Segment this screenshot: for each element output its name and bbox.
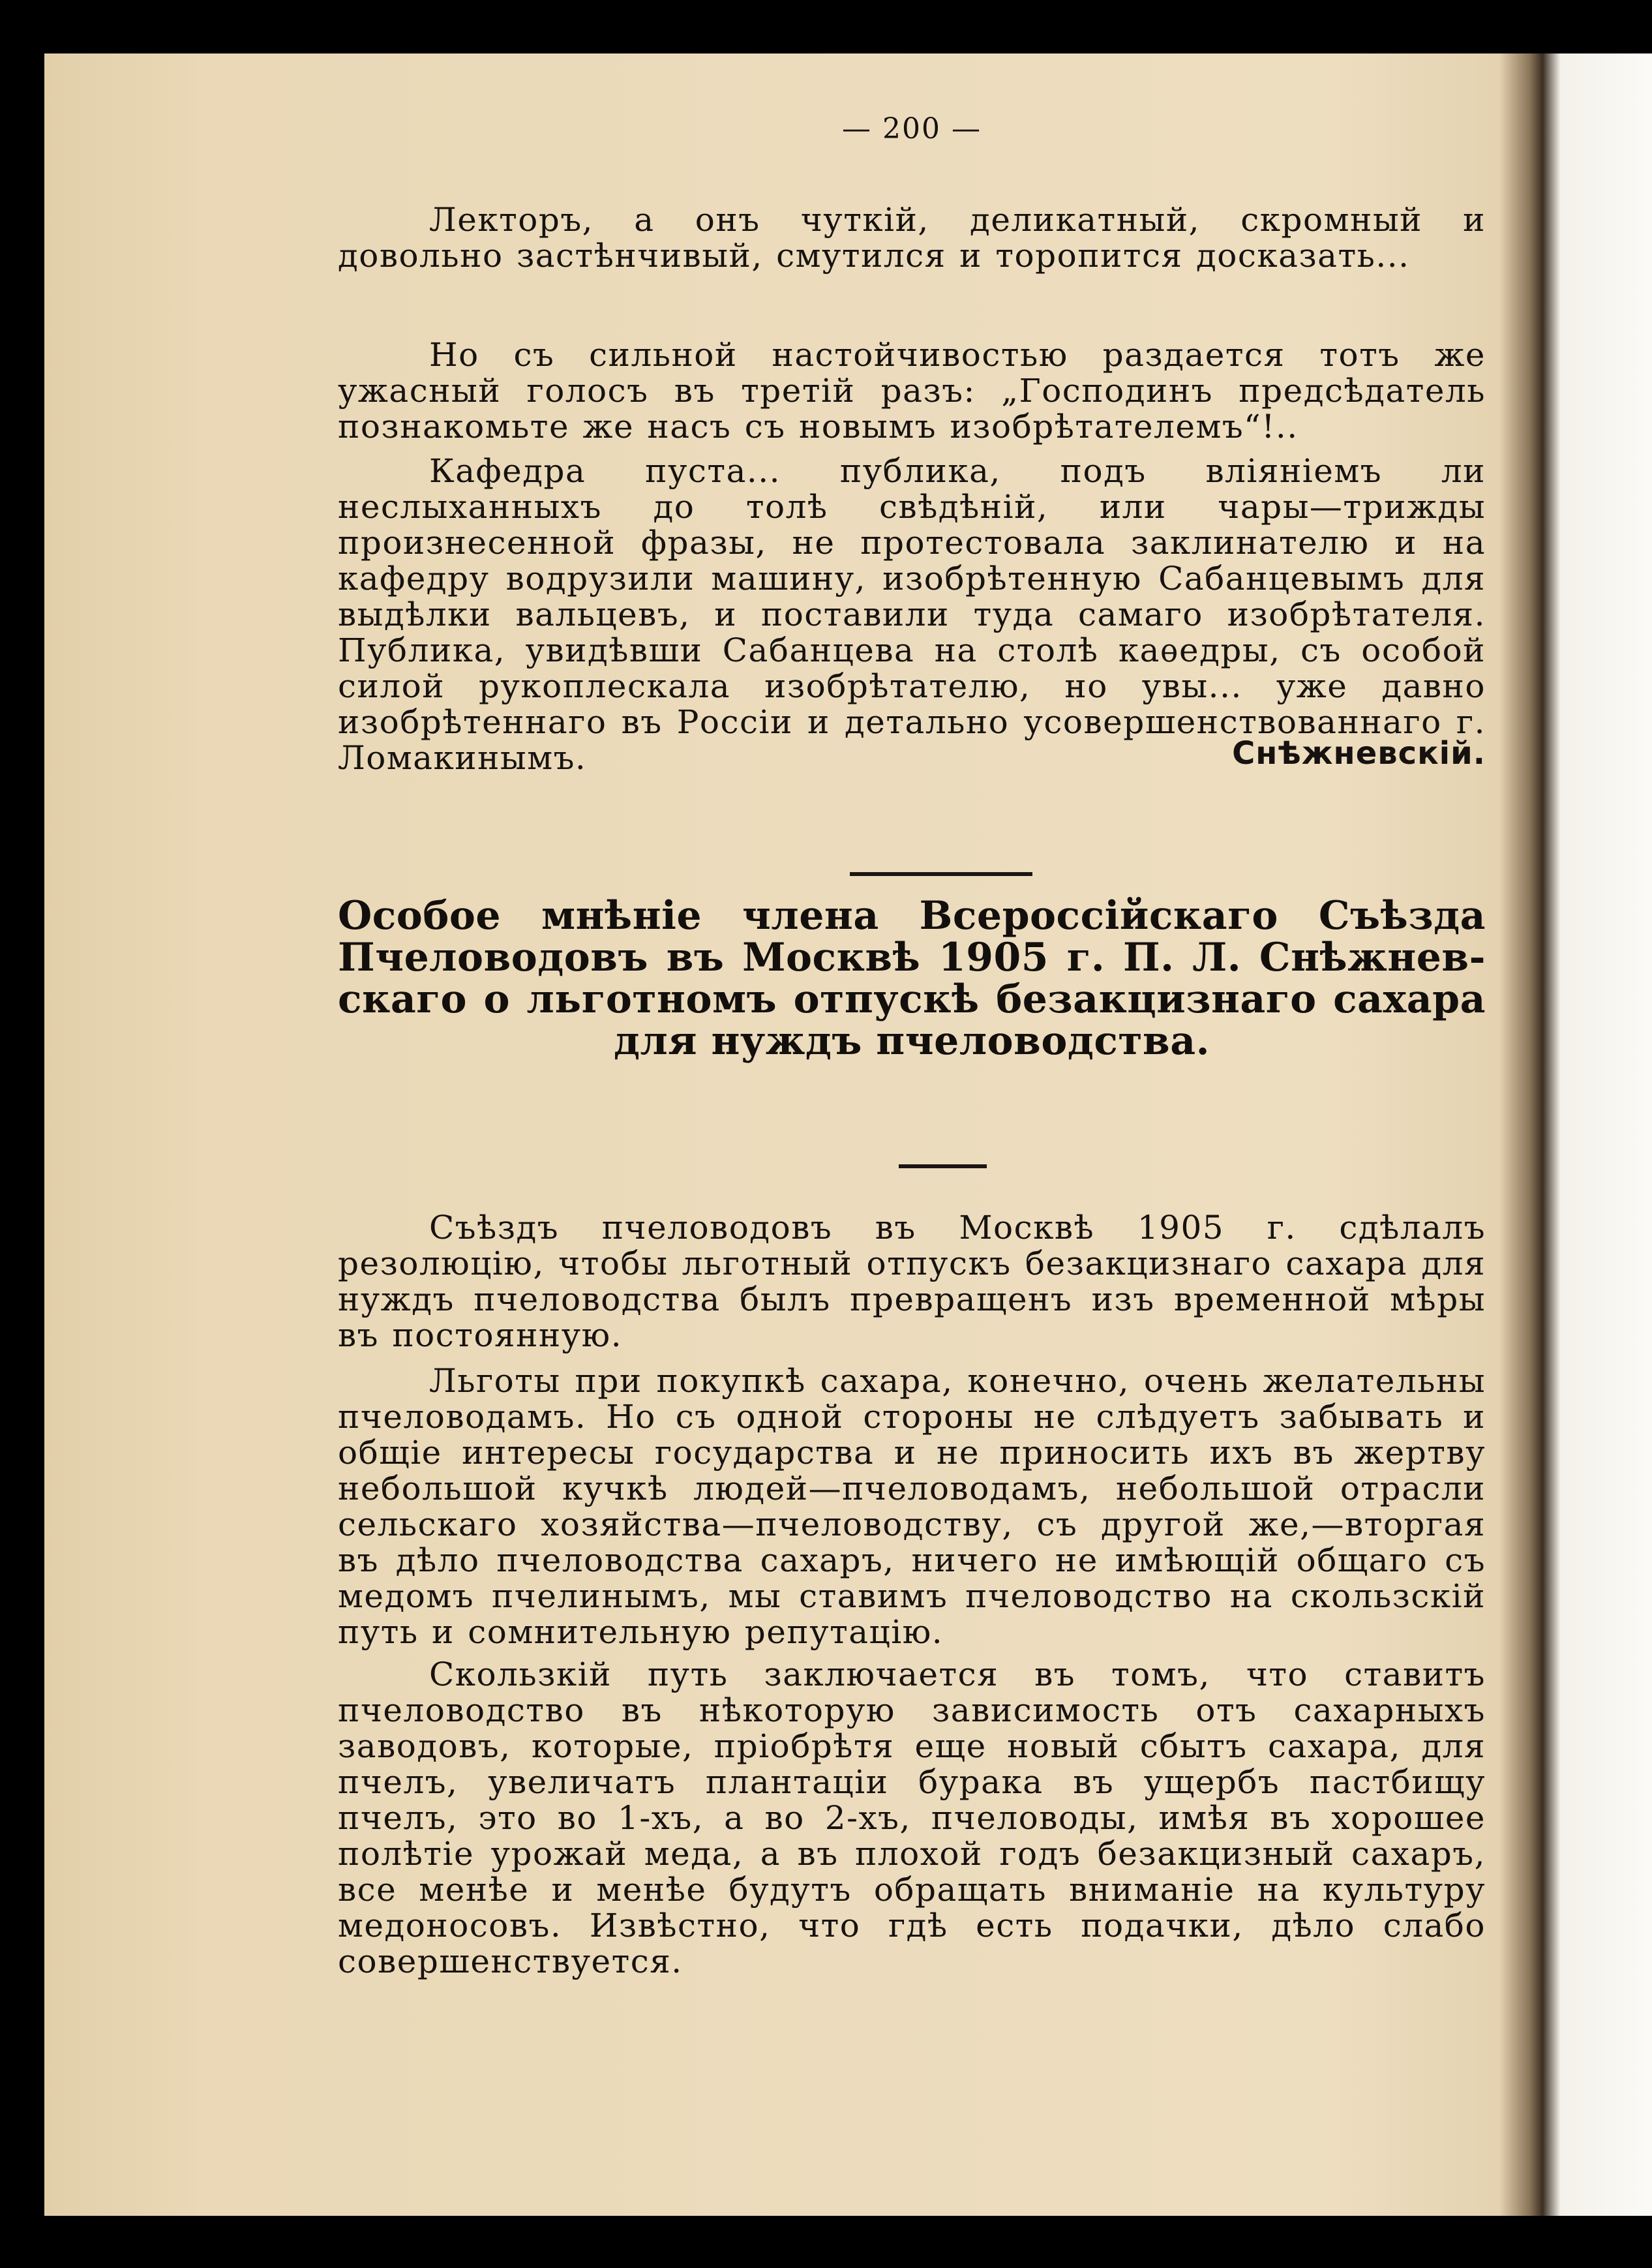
- page-number: — 200 —: [842, 112, 982, 145]
- author-signature: Снѣжневскій.: [1232, 735, 1486, 772]
- article-paragraph-2: Льготы при покупкѣ сахара, конечно, очень желательны пчеловодамъ. Но съ одной стороны не слѣдуетъ забывать и общіе интересы государства и не приносить ихъ въ жертву небольшой кучкѣ людей—пчеловодамъ, небольшой отрасли сельскаго хозяйства—пчеловодству, съ другой же,—вторгая въ дѣло пчеловодства сахаръ, ничего не имѣющій общаго съ медомъ пчелинымъ, мы ставимъ пчеловодство на скользскій путь и сомнительную репутацію.: [338, 1362, 1486, 1651]
- article-title-line-2: Пчеловодовъ въ Москвѣ 1905 г. П. Л. Снѣжнев-: [338, 935, 1486, 980]
- article-paragraph-3: Скользкій путь заключается въ томъ, что ставитъ пчеловодство въ нѣкоторую зависимость отъ сахарныхъ заводовъ, которые, пріобрѣтя еще новый сбытъ сахара, для пчелъ, увеличатъ плантаціи бурака въ ущербъ пастбищу пчелъ, это во 1-хъ, а во 2-хъ, пчеловоды, имѣя въ хорошее полѣтіе урожай меда, а въ плохой годъ безакцизный сахаръ, все менѣе и менѣе будутъ обращать вниманіе на культуру медоносовъ. Извѣстно, что гдѣ есть подачки, дѣло слабо совершенствуется.: [338, 1656, 1486, 1980]
- intro-paragraph-1: Лекторъ, а онъ чуткій, деликатный, скромный и довольно застѣнчивый, смутился и торопится досказать...: [338, 201, 1486, 275]
- article-title-line-1: Особое мнѣніе члена Всероссійскаго Съѣзда: [338, 893, 1486, 939]
- intro-paragraph-3: Кафедра пуста... публика, подъ вліяніемъ ли неслыханныхъ до толѣ свѣдѣній, или чары—трижды произнесенной фразы, не протестовала заклинателю и на кафедру водрузили машину, изобрѣтенную Сабанцевымъ для выдѣлки вальцевъ, и поставили туда самаго изобрѣтателя. Публика, увидѣвши Сабанцева на столѣ каѳедры, съ особой силой рукоплескала изобрѣтателю, но увы... уже давно изобрѣтеннаго въ Россіи и детально усовершенствованнаго г. Ломакинымъ.: [338, 452, 1486, 777]
- article-title-line-3: скаго о льготномъ отпускѣ безакцизнаго сахара: [338, 976, 1486, 1022]
- article-title: [338, 895, 1486, 1062]
- section-divider-rule: [850, 872, 1032, 876]
- title-underline-rule: [899, 1164, 987, 1168]
- book-page: [44, 53, 1652, 2216]
- article-paragraph-1: Съѣздъ пчеловодовъ въ Москвѣ 1905 г. сдѣлалъ резолюцію, чтобы льготный отпускъ безакцизнаго сахара для нуждъ пчеловодства былъ превращенъ изъ временной мѣры въ постоянную.: [338, 1209, 1486, 1354]
- intro-paragraph-2: Но съ сильной настойчивостью раздается тотъ же ужасный голосъ въ третій разъ: „Господинъ предсѣдатель познакомьте же насъ съ новымъ изобрѣтателемъ“!..: [338, 336, 1486, 446]
- article-title-line-4: для нуждъ пчеловодства.: [613, 1018, 1210, 1064]
